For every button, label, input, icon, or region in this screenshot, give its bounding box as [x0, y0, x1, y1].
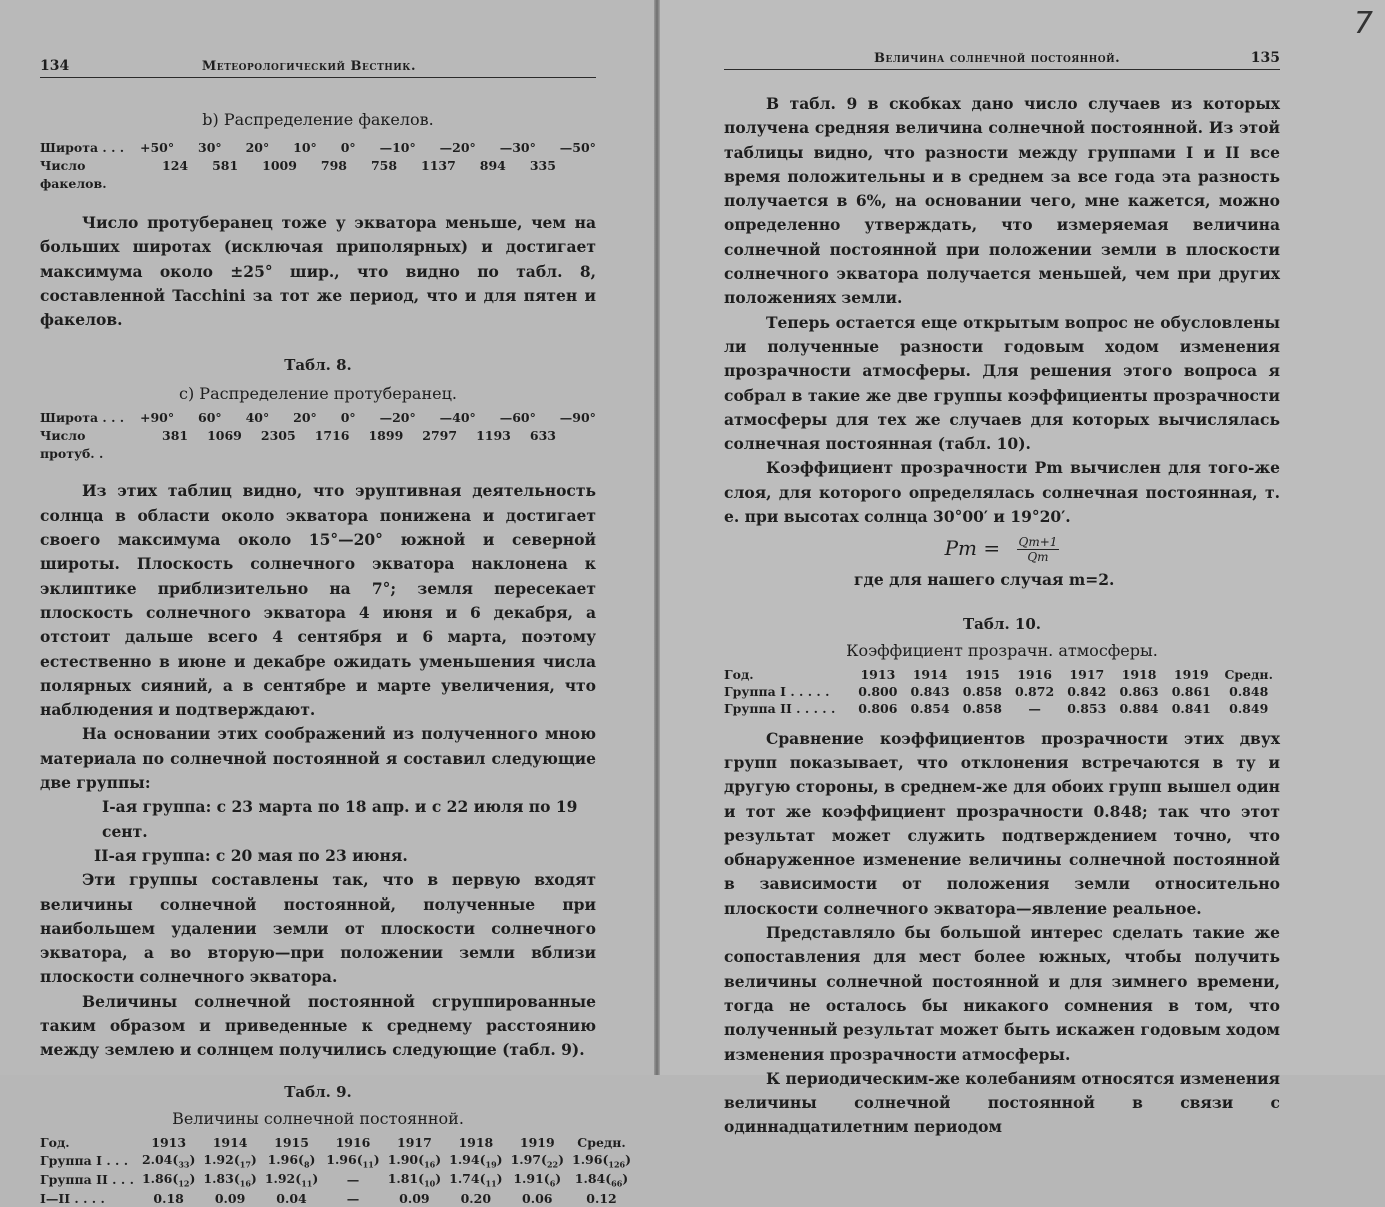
table-cell	[384, 1151, 445, 1171]
column-header: Средн.	[577, 1134, 626, 1150]
latitude-cell: —40°	[439, 410, 476, 426]
paren: (	[298, 1151, 304, 1167]
cell-value: 1.94	[449, 1151, 480, 1167]
table-cell	[384, 1170, 445, 1190]
table-cell	[568, 1190, 635, 1207]
paren: )	[558, 1151, 564, 1167]
paragraph: На основании этих соображений из полученного мною материала по солнечной постоянной я составил следующие две группы:	[40, 724, 596, 793]
paren: )	[250, 1151, 257, 1167]
cell-value: 0.09	[214, 1190, 246, 1206]
paren: (	[418, 1171, 425, 1187]
count-cell: 2797	[422, 428, 458, 444]
table-caption: c) Распределение протуберанец.	[179, 384, 457, 404]
table-cell: 0.842	[1067, 683, 1107, 699]
latitude-row	[40, 409, 596, 427]
table-cell: 0.849	[1229, 700, 1269, 716]
table-cell: 0.806	[858, 700, 898, 716]
table-cell	[568, 1151, 635, 1171]
handwritten-mark: 7	[1353, 6, 1373, 41]
table-cell	[199, 1170, 260, 1190]
left-page	[0, 0, 656, 1206]
cell-value: 1.97	[510, 1151, 542, 1167]
latitude-cell: 30°	[198, 140, 222, 155]
paragraph: Сравнение коэффициентов прозрачности этих двух групп показывает, что отклонения встречаются в ту и другую стороны, в среднем-же для обоих групп вышел один и тот же коэффициент прозрачности 0.848; так что этот результат может служить подтверждением точно, что обнаруженное изменение величины солнечной постоянной в зависимости от положения земли относительно плоскости солнечного экватора—явление реальное.	[724, 728, 1280, 918]
paren: )	[625, 1151, 631, 1167]
table-cell	[138, 1190, 199, 1207]
table-cell	[261, 1190, 322, 1207]
case-count: 126	[608, 1159, 626, 1170]
case-count: 17	[239, 1159, 251, 1170]
cell-value: 1.90	[387, 1151, 419, 1167]
table-cell: 0.858	[962, 683, 1002, 699]
case-count: 11	[301, 1178, 313, 1189]
table-cell	[261, 1170, 322, 1190]
paren: (	[541, 1151, 547, 1167]
paren: (	[605, 1171, 612, 1187]
table-cell: 0.841	[1171, 700, 1211, 716]
latitude-cell: 20°	[245, 140, 270, 155]
right-page	[660, 0, 1385, 1137]
table-cell	[199, 1151, 260, 1171]
cell-value: 1.81	[387, 1171, 419, 1187]
paren: )	[312, 1171, 319, 1187]
table-cell	[322, 1151, 383, 1171]
cell-value: 0.12	[586, 1190, 617, 1206]
latitude-cell: 20°	[293, 410, 317, 426]
cell-value: 1.96	[267, 1151, 299, 1167]
table-row	[40, 1190, 635, 1207]
case-count: 33	[178, 1159, 190, 1170]
paren: (	[479, 1171, 486, 1187]
cell-value: 1.86	[141, 1171, 173, 1187]
case-count: 22	[546, 1159, 559, 1170]
count-cell: 1193	[476, 428, 511, 444]
table-cell	[507, 1170, 568, 1190]
row-label: Группа I . . .	[40, 1152, 129, 1168]
column-header: 1917	[1069, 666, 1105, 682]
paren: )	[622, 1171, 629, 1187]
row-label: Число факелов.	[40, 158, 107, 191]
row-label: Широта . . .	[40, 410, 125, 426]
cell-value: 1.96	[572, 1151, 603, 1167]
cell-value: 0.09	[399, 1190, 430, 1206]
left-running-head	[40, 58, 596, 78]
formula-numerator: Qm+1	[1018, 535, 1058, 550]
latitude-cell: 60°	[198, 410, 222, 426]
case-count: 16	[424, 1159, 436, 1170]
table-cell	[507, 1190, 568, 1207]
count-cell: 124	[162, 158, 189, 173]
cell-value: 1.91	[513, 1171, 544, 1187]
column-header: 1913	[860, 666, 896, 682]
paragraph: Из этих таблиц видно, что эруптивная деятельность солнца в области около экватора понижена и достигает своего максимума около 15°—20° южной и северной широты. Плоскость солнечного экватора наклонена к эклиптике приблизительно на 7°; земля пересекает плоскость солнечного экватора 4 июня и 6 декабря, а отстоит дальше всего 4 сентября и 6 марта, поэтому естественно в июне и декабре ожидать уменьшения числа полярных сияний, а в сентябре и марте увеличения, что наблюдения и подтверждают.	[40, 481, 596, 720]
table-cell	[445, 1151, 506, 1171]
latitude-cell: —50°	[559, 140, 596, 155]
paren: )	[309, 1151, 316, 1167]
cell-value: 1.96	[326, 1151, 357, 1167]
paragraph: Число протуберанец тоже у экватора меньше, чем на больших широтах (исключая приполярных) и достигает максимума около ±25° шир., что видно по табл. 8, составленной Tacchini за тот же период, что и для пятен и факелов.	[40, 213, 596, 330]
latitude-cell: +50°	[140, 140, 175, 155]
table-number: Табл. 9.	[284, 1082, 352, 1101]
row-label: Широта . . .	[40, 140, 125, 155]
table-row	[724, 683, 1280, 700]
latitude-cell: 0°	[340, 410, 356, 426]
count-cell: 1899	[368, 428, 404, 444]
solar-constant-table	[40, 1134, 635, 1207]
paren: )	[435, 1151, 442, 1167]
table-cell: —	[1028, 700, 1041, 716]
table-header-row	[724, 666, 1280, 683]
case-count: 10	[424, 1178, 436, 1189]
table-cell: 0.800	[858, 683, 898, 699]
case-count: 66	[611, 1178, 623, 1189]
paren: (	[172, 1151, 179, 1167]
count-cell: 381	[162, 428, 189, 444]
column-header: 1913	[151, 1134, 187, 1150]
paren: )	[555, 1171, 562, 1187]
column-header: 1917	[397, 1134, 432, 1150]
latitude-cell: —20°	[379, 410, 416, 426]
row-label: I—II . . . .	[40, 1190, 105, 1206]
faculae-table	[40, 139, 596, 193]
paren: (	[356, 1151, 363, 1167]
row-label: Группа II . . .	[40, 1172, 134, 1188]
cell-value: 0.04	[276, 1190, 307, 1206]
case-count: 16	[239, 1178, 251, 1189]
column-header: 1915	[274, 1134, 309, 1150]
count-cells	[140, 157, 596, 193]
page-number: 135	[1250, 50, 1280, 66]
table-row	[40, 1170, 635, 1190]
latitude-cell: —20°	[439, 140, 476, 155]
cell-value: 0.20	[460, 1190, 492, 1206]
paragraph: К периодическим-же колебаниям относятся изменения величины солнечной постоянной в связи с одиннадцатилетним периодом	[724, 1068, 1280, 1137]
formula-note: где для нашего случая m=2.	[854, 570, 1115, 590]
table-cell	[138, 1151, 199, 1171]
column-header: 1916	[335, 1134, 371, 1150]
paragraph: Представляло бы большой интерес сделать такие же сопоставления для мест более южных, чтобы получить величины солнечной постоянной и для зимнего времени, тогда не осталось бы никакого сомнения в том, что полученный результат может быть искажен годовым ходом изменения прозрачности атмосферы.	[724, 923, 1280, 1064]
latitude-cells	[140, 409, 596, 427]
count-cell: 581	[212, 158, 239, 173]
cell-value: 2.04	[141, 1151, 173, 1167]
count-row	[40, 157, 596, 193]
row-label: Группа II . . . . .	[724, 700, 836, 716]
table-cell	[199, 1190, 260, 1207]
prominence-table	[40, 409, 596, 463]
cell-value: 1.92	[203, 1151, 234, 1167]
running-title: Метеорологический Вестник.	[201, 59, 416, 74]
row-label: Число протуб. .	[40, 428, 104, 462]
latitude-cell: 0°	[340, 140, 356, 155]
paren: )	[189, 1171, 196, 1187]
table-number: Табл. 10.	[962, 614, 1041, 633]
table-cell	[507, 1151, 568, 1171]
table-cell: 0.872	[1015, 683, 1055, 699]
paren: )	[435, 1171, 442, 1187]
transparency-table	[724, 666, 1280, 717]
table-header-row	[40, 1134, 635, 1151]
formula-fraction	[1017, 535, 1060, 564]
column-header: 1914	[212, 1134, 248, 1150]
count-cell: 1009	[262, 158, 297, 173]
table-cell	[261, 1151, 322, 1171]
column-header: 1915	[964, 666, 1000, 682]
column-header: Средн.	[1224, 666, 1273, 682]
count-cell: 758	[370, 158, 398, 173]
table-cell	[322, 1190, 383, 1207]
count-cell: 1137	[421, 158, 456, 173]
table-cell	[384, 1190, 445, 1207]
table-cell: 0.858	[962, 700, 1002, 716]
section-b-caption: b) Распределение факелов.	[202, 110, 434, 129]
table-number: Табл. 8.	[284, 356, 352, 375]
table-caption: Коэффициент прозрачн. атмосферы.	[846, 640, 1158, 660]
case-count: 11	[362, 1159, 374, 1170]
cell-value: —	[346, 1172, 360, 1188]
case-count: 11	[485, 1178, 497, 1189]
case-count: 19	[485, 1159, 497, 1170]
running-title: Величина солнечной постоянной.	[874, 51, 1121, 66]
table-cell	[445, 1170, 506, 1190]
column-header: 1919	[1173, 666, 1209, 682]
table-cell: 0.854	[910, 700, 950, 716]
paren: )	[373, 1151, 380, 1167]
paren: (	[233, 1151, 240, 1167]
latitude-cell: 10°	[293, 140, 317, 155]
paragraph: Теперь остается еще открытым вопрос не обусловлены ли полученные разности годовым ходом изменения прозрачности атмосферы. Для решения этого вопроса я собрал в такие же две группы коэффициенты прозрачности атмосферы для тех же случаев для которых вычислялась солнечная постоянная (табл. 10).	[724, 312, 1280, 454]
table-cell: 0.884	[1119, 700, 1159, 716]
count-cell: 894	[479, 158, 506, 173]
paren: (	[172, 1171, 179, 1187]
column-header: Год.	[40, 1134, 70, 1150]
table-cell	[322, 1170, 383, 1190]
latitude-row	[40, 139, 596, 157]
table-cell: 0.861	[1171, 683, 1211, 699]
table-cell	[138, 1170, 199, 1190]
table-cell: 0.843	[910, 683, 950, 699]
column-header: 1918	[458, 1134, 494, 1150]
paragraph: В табл. 9 в скобках дано число случаев из которых получена средняя величина солнечной постоянной. Из этой таблицы видно, что разности между группами I и II все время положительны и в среднем за все года эта разность получается в 6%, на основании чего, мне кажется, можно определенно утверждать, что измеряемая величина солнечной постоянной при положении земли в плоскости солнечного экватора получается меньшей, чем при других положениях земли.	[724, 94, 1280, 308]
transparency-formula	[724, 535, 1280, 564]
case-count: 12	[178, 1178, 190, 1189]
row-label: Группа I . . . . .	[724, 683, 830, 699]
cell-value: 1.84	[574, 1171, 606, 1187]
paren: (	[543, 1171, 550, 1187]
latitude-cell: —60°	[499, 410, 536, 426]
cell-value: 0.18	[153, 1190, 184, 1206]
column-header: Год.	[724, 666, 754, 682]
cell-value: —	[346, 1190, 360, 1206]
right-page-content	[724, 50, 1280, 1140]
paragraph: Эти группы составлены так, что в первую входят величины солнечной постоянной, полученные при наибольшем удалении земли от плоскости солнечного экватора, а во вторую—при положении земли вблизи плоскости солнечного экватора.	[40, 870, 596, 987]
table-cell: 0.853	[1067, 700, 1107, 716]
formula-denominator: Qm	[1027, 550, 1049, 565]
table-row	[724, 700, 1280, 717]
table-cell: 0.863	[1119, 683, 1159, 699]
latitude-cell: —30°	[499, 140, 536, 155]
paren: )	[496, 1171, 503, 1187]
cell-value: 1.83	[203, 1171, 234, 1187]
paren: )	[250, 1171, 257, 1187]
count-cell: 2305	[260, 428, 296, 444]
paren: (	[602, 1151, 609, 1167]
table-caption: Величины солнечной постоянной.	[172, 1108, 464, 1128]
formula-lhs: Pm =	[944, 536, 1001, 561]
count-cell: 633	[529, 428, 556, 444]
count-cell: 335	[529, 158, 556, 173]
paren: )	[189, 1151, 196, 1167]
case-count: 6	[549, 1178, 556, 1189]
paragraph: Коэффициент прозрачности Pm вычислен для того-же слоя, для которого определялась солнечная постоянная, т. е. при высотах солнца 30°00′ и 19°20′.	[724, 458, 1280, 527]
count-cell: 798	[320, 158, 347, 173]
count-cell: 1069	[207, 428, 242, 444]
left-page-content	[40, 58, 631, 1207]
latitude-cell: 40°	[245, 410, 270, 426]
count-cell: 1716	[314, 428, 350, 444]
latitude-cell: —10°	[379, 140, 416, 155]
paren: (	[479, 1151, 486, 1167]
case-count: 8	[303, 1159, 310, 1170]
column-header: 1916	[1017, 666, 1052, 682]
group-2-line: II-ая группа: с 20 мая по 23 июня.	[94, 845, 408, 865]
group-1-line: I-ая группа: с 23 марта по 18 апр. и с 22 июля по 19 сент.	[102, 797, 578, 841]
paren: )	[496, 1151, 503, 1167]
right-running-head	[724, 50, 1280, 70]
latitude-cells	[140, 139, 596, 157]
table-cell	[445, 1190, 506, 1207]
column-header: 1918	[1121, 666, 1157, 682]
latitude-cell: —90°	[559, 410, 596, 426]
paragraph: Величины солнечной постоянной сгруппированные таким образом и приведенные к среднему расстоянию между землею и солнцем получились следующие (табл. 9).	[40, 991, 596, 1060]
cell-value: 1.74	[449, 1171, 480, 1187]
table-cell: 0.848	[1229, 683, 1269, 699]
paren: (	[295, 1171, 302, 1187]
paren: (	[233, 1171, 240, 1187]
count-cells	[140, 427, 596, 463]
page-number: 134	[40, 58, 70, 74]
cell-value: 1.92	[264, 1171, 296, 1187]
column-header: 1919	[519, 1134, 555, 1150]
table-cell	[568, 1170, 635, 1190]
column-header: 1914	[912, 666, 948, 682]
table-row	[40, 1151, 635, 1171]
cell-value: 0.06	[522, 1190, 553, 1206]
count-row	[40, 427, 596, 463]
latitude-cell: +90°	[140, 410, 175, 426]
paren: (	[418, 1151, 425, 1167]
